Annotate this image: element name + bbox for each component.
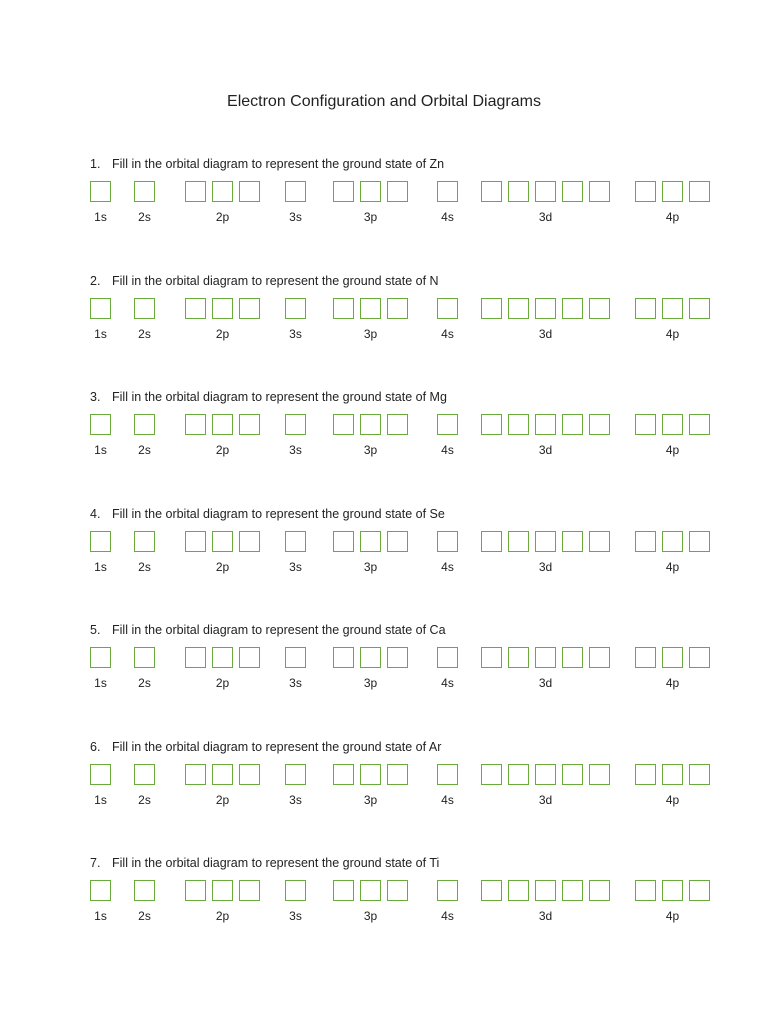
orbital-box-3p[interactable]	[360, 414, 381, 435]
orbital-box-3s[interactable]	[285, 414, 306, 435]
subshell-label: 2p	[215, 327, 230, 341]
orbital-box-3d[interactable]	[589, 414, 610, 435]
instruction-text: Fill in the orbital diagram to represent the ground state of	[112, 740, 429, 754]
subshell-label: 3d	[538, 909, 553, 923]
orbital-box-3d[interactable]	[481, 764, 502, 785]
orbital-box-4p[interactable]	[689, 764, 710, 785]
element-symbol: Ca	[429, 623, 446, 637]
orbital-box-4s[interactable]	[437, 181, 458, 202]
subshell-label: 3p	[363, 443, 378, 457]
subshell-label: 4s	[441, 676, 454, 690]
question-5	[0, 623, 768, 703]
orbital-box-2p[interactable]	[239, 298, 260, 319]
question-6	[0, 740, 768, 820]
question-text	[90, 623, 446, 637]
subshell-label: 2s	[138, 676, 151, 690]
instruction-text: Fill in the orbital diagram to represent the ground state of	[112, 856, 430, 870]
question-number: 5.	[90, 623, 101, 637]
orbital-box-3p[interactable]	[387, 764, 408, 785]
orbital-box-3d[interactable]	[481, 531, 502, 552]
orbital-box-3p[interactable]	[387, 181, 408, 202]
subshell-label: 1s	[94, 443, 107, 457]
question-text	[90, 390, 447, 404]
orbital-box-4s[interactable]	[437, 531, 458, 552]
orbital-box-3p[interactable]	[360, 764, 381, 785]
orbital-box-3d[interactable]	[535, 880, 556, 901]
subshell-label: 3s	[289, 443, 302, 457]
orbital-box-4p[interactable]	[689, 531, 710, 552]
orbital-box-3d[interactable]	[589, 764, 610, 785]
orbital-box-3d[interactable]	[508, 181, 529, 202]
orbital-box-2s[interactable]	[134, 414, 155, 435]
orbital-box-3d[interactable]	[481, 414, 502, 435]
subshell-label: 2s	[138, 327, 151, 341]
orbital-box-4p[interactable]	[689, 181, 710, 202]
orbital-box-3p[interactable]	[333, 414, 354, 435]
orbital-box-4s[interactable]	[437, 764, 458, 785]
orbital-box-3d[interactable]	[535, 181, 556, 202]
question-4	[0, 507, 768, 587]
subshell-label: 4s	[441, 327, 454, 341]
orbital-box-4p[interactable]	[662, 880, 683, 901]
orbital-box-3d[interactable]	[481, 880, 502, 901]
orbital-box-4p[interactable]	[689, 414, 710, 435]
orbital-box-3d[interactable]	[508, 880, 529, 901]
subshell-label: 1s	[94, 560, 107, 574]
orbital-box-3p[interactable]	[360, 181, 381, 202]
instruction-text: Fill in the orbital diagram to represent the ground state of	[112, 623, 430, 637]
orbital-box-3d[interactable]	[508, 298, 529, 319]
question-1	[0, 157, 768, 237]
orbital-box-4p[interactable]	[635, 531, 656, 552]
orbital-box-3d[interactable]	[535, 298, 556, 319]
instruction-text: Fill in the orbital diagram to represent the ground state of	[112, 274, 430, 288]
subshell-label: 4p	[665, 909, 680, 923]
subshell-label: 2p	[215, 793, 230, 807]
subshell-label: 4s	[441, 560, 454, 574]
orbital-box-4p[interactable]	[662, 531, 683, 552]
orbital-box-3d[interactable]	[535, 531, 556, 552]
subshell-label: 1s	[94, 676, 107, 690]
orbital-box-2p[interactable]	[185, 764, 206, 785]
orbital-box-3s[interactable]	[285, 531, 306, 552]
orbital-box-3s[interactable]	[285, 647, 306, 668]
orbital-box-4p[interactable]	[635, 414, 656, 435]
orbital-box-3d[interactable]	[508, 531, 529, 552]
orbital-box-3d[interactable]	[508, 764, 529, 785]
page-title: Electron Configuration and Orbital Diagrams	[227, 93, 541, 110]
orbital-box-3d[interactable]	[535, 647, 556, 668]
question-text	[90, 157, 444, 171]
orbital-box-4p[interactable]	[635, 647, 656, 668]
subshell-label: 3s	[289, 793, 302, 807]
subshell-label: 3d	[538, 560, 553, 574]
orbital-box-3d[interactable]	[535, 414, 556, 435]
subshell-label: 3p	[363, 676, 378, 690]
orbital-box-2p[interactable]	[212, 764, 233, 785]
orbital-box-3d[interactable]	[589, 298, 610, 319]
question-number: 6.	[90, 740, 101, 754]
orbital-box-2p[interactable]	[239, 531, 260, 552]
orbital-box-2s[interactable]	[134, 764, 155, 785]
orbital-box-2s[interactable]	[134, 531, 155, 552]
orbital-box-3d[interactable]	[508, 414, 529, 435]
orbital-box-3p[interactable]	[360, 880, 381, 901]
subshell-label: 4p	[665, 443, 680, 457]
question-7	[0, 856, 768, 936]
orbital-box-2s[interactable]	[134, 880, 155, 901]
orbital-box-3d[interactable]	[589, 880, 610, 901]
orbital-box-4p[interactable]	[662, 298, 683, 319]
orbital-box-3p[interactable]	[387, 647, 408, 668]
orbital-box-3d[interactable]	[589, 181, 610, 202]
subshell-label: 2s	[138, 909, 151, 923]
subshell-label: 2s	[138, 560, 151, 574]
orbital-box-3p[interactable]	[333, 531, 354, 552]
orbital-box-4p[interactable]	[689, 298, 710, 319]
orbital-box-2p[interactable]	[185, 298, 206, 319]
orbital-box-2s[interactable]	[134, 647, 155, 668]
orbital-box-3d[interactable]	[562, 764, 583, 785]
orbital-box-1s[interactable]	[90, 880, 111, 901]
question-number: 2.	[90, 274, 101, 288]
instruction-text: Fill in the orbital diagram to represent the ground state of	[112, 507, 430, 521]
question-number: 4.	[90, 507, 101, 521]
orbital-box-2p[interactable]	[212, 298, 233, 319]
subshell-label: 4p	[665, 793, 680, 807]
orbital-box-4p[interactable]	[635, 298, 656, 319]
subshell-label: 4p	[665, 560, 680, 574]
orbital-box-4s[interactable]	[437, 414, 458, 435]
subshell-label: 4s	[441, 793, 454, 807]
question-number: 1.	[90, 157, 101, 171]
subshell-label: 3s	[289, 210, 302, 224]
subshell-label: 4s	[441, 443, 454, 457]
subshell-label: 2s	[138, 793, 151, 807]
orbital-box-3p[interactable]	[360, 298, 381, 319]
orbital-box-4s[interactable]	[437, 298, 458, 319]
orbital-box-3p[interactable]	[333, 181, 354, 202]
orbital-box-3p[interactable]	[387, 880, 408, 901]
subshell-label: 3p	[363, 793, 378, 807]
element-symbol: Ti	[429, 856, 440, 870]
orbital-box-4s[interactable]	[437, 880, 458, 901]
orbital-box-3d[interactable]	[589, 647, 610, 668]
subshell-label: 3p	[363, 909, 378, 923]
element-symbol: Se	[429, 507, 445, 521]
subshell-label: 2s	[138, 210, 151, 224]
subshell-label: 3p	[363, 327, 378, 341]
orbital-box-3d[interactable]	[508, 647, 529, 668]
subshell-label: 3d	[538, 210, 553, 224]
subshell-label: 4p	[665, 327, 680, 341]
orbital-box-3d[interactable]	[481, 647, 502, 668]
orbital-box-4p[interactable]	[635, 880, 656, 901]
orbital-box-3p[interactable]	[333, 298, 354, 319]
orbital-box-3p[interactable]	[333, 764, 354, 785]
orbital-box-2p[interactable]	[239, 647, 260, 668]
orbital-box-1s[interactable]	[90, 181, 111, 202]
orbital-box-3p[interactable]	[360, 647, 381, 668]
orbital-box-3d[interactable]	[562, 414, 583, 435]
subshell-label: 1s	[94, 793, 107, 807]
subshell-label: 2p	[215, 676, 230, 690]
subshell-label: 3d	[538, 327, 553, 341]
element-symbol: N	[429, 274, 439, 288]
orbital-box-3d[interactable]	[481, 181, 502, 202]
orbital-box-2p[interactable]	[212, 880, 233, 901]
orbital-box-2p[interactable]	[185, 647, 206, 668]
orbital-box-3d[interactable]	[481, 298, 502, 319]
orbital-box-2p[interactable]	[185, 880, 206, 901]
subshell-label: 3s	[289, 327, 302, 341]
orbital-box-1s[interactable]	[90, 414, 111, 435]
orbital-box-3p[interactable]	[360, 531, 381, 552]
orbital-box-3d[interactable]	[535, 764, 556, 785]
orbital-box-2s[interactable]	[134, 298, 155, 319]
orbital-box-2p[interactable]	[239, 764, 260, 785]
question-3	[0, 390, 768, 470]
subshell-label: 4p	[665, 210, 680, 224]
subshell-label: 4s	[441, 909, 454, 923]
subshell-label: 2p	[215, 909, 230, 923]
orbital-box-2p[interactable]	[212, 414, 233, 435]
instruction-text: Fill in the orbital diagram to represent the ground state of	[112, 157, 430, 171]
orbital-box-3p[interactable]	[333, 647, 354, 668]
orbital-box-4p[interactable]	[635, 181, 656, 202]
orbital-box-2p[interactable]	[185, 531, 206, 552]
orbital-box-3p[interactable]	[387, 298, 408, 319]
subshell-label: 3p	[363, 560, 378, 574]
question-number: 7.	[90, 856, 101, 870]
orbital-box-4p[interactable]	[635, 764, 656, 785]
element-symbol: Zn	[429, 157, 445, 171]
subshell-label: 1s	[94, 909, 107, 923]
instruction-text: Fill in the orbital diagram to represent the ground state of	[112, 390, 430, 404]
orbital-box-1s[interactable]	[90, 764, 111, 785]
question-text	[90, 507, 445, 521]
subshell-label: 4p	[665, 676, 680, 690]
orbital-box-4s[interactable]	[437, 647, 458, 668]
subshell-label: 1s	[94, 327, 107, 341]
orbital-box-4p[interactable]	[662, 181, 683, 202]
orbital-box-2p[interactable]	[212, 531, 233, 552]
subshell-label: 4s	[441, 210, 454, 224]
orbital-box-3d[interactable]	[589, 531, 610, 552]
orbital-box-2p[interactable]	[239, 181, 260, 202]
question-text	[90, 856, 439, 870]
orbital-box-1s[interactable]	[90, 298, 111, 319]
orbital-box-3d[interactable]	[562, 880, 583, 901]
orbital-box-3p[interactable]	[387, 414, 408, 435]
subshell-label: 3s	[289, 560, 302, 574]
orbital-box-3s[interactable]	[285, 298, 306, 319]
orbital-box-2p[interactable]	[212, 181, 233, 202]
orbital-box-1s[interactable]	[90, 531, 111, 552]
orbital-box-2p[interactable]	[185, 181, 206, 202]
subshell-label: 2p	[215, 560, 230, 574]
question-number: 3.	[90, 390, 101, 404]
orbital-box-3d[interactable]	[562, 298, 583, 319]
subshell-label: 3s	[289, 909, 302, 923]
orbital-box-3d[interactable]	[562, 181, 583, 202]
subshell-label: 2p	[215, 443, 230, 457]
orbital-box-2p[interactable]	[239, 880, 260, 901]
orbital-box-4p[interactable]	[662, 647, 683, 668]
subshell-label: 3p	[363, 210, 378, 224]
orbital-box-2p[interactable]	[185, 414, 206, 435]
orbital-box-4p[interactable]	[689, 880, 710, 901]
orbital-box-3s[interactable]	[285, 880, 306, 901]
orbital-box-3d[interactable]	[562, 647, 583, 668]
subshell-label: 3d	[538, 676, 553, 690]
orbital-box-2p[interactable]	[239, 414, 260, 435]
element-symbol: Mg	[429, 390, 447, 404]
question-text	[90, 740, 441, 754]
orbital-box-1s[interactable]	[90, 647, 111, 668]
subshell-label: 3d	[538, 443, 553, 457]
orbital-box-3d[interactable]	[562, 531, 583, 552]
question-2	[0, 274, 768, 354]
orbital-box-4p[interactable]	[662, 414, 683, 435]
element-symbol: Ar	[428, 740, 442, 754]
orbital-box-3p[interactable]	[333, 880, 354, 901]
orbital-box-2s[interactable]	[134, 181, 155, 202]
question-text	[90, 274, 439, 288]
orbital-box-3p[interactable]	[387, 531, 408, 552]
subshell-label: 3s	[289, 676, 302, 690]
orbital-box-4p[interactable]	[689, 647, 710, 668]
orbital-box-3s[interactable]	[285, 181, 306, 202]
subshell-label: 1s	[94, 210, 107, 224]
subshell-label: 3d	[538, 793, 553, 807]
orbital-box-2p[interactable]	[212, 647, 233, 668]
subshell-label: 2p	[215, 210, 230, 224]
subshell-label: 2s	[138, 443, 151, 457]
orbital-box-4p[interactable]	[662, 764, 683, 785]
orbital-box-3s[interactable]	[285, 764, 306, 785]
